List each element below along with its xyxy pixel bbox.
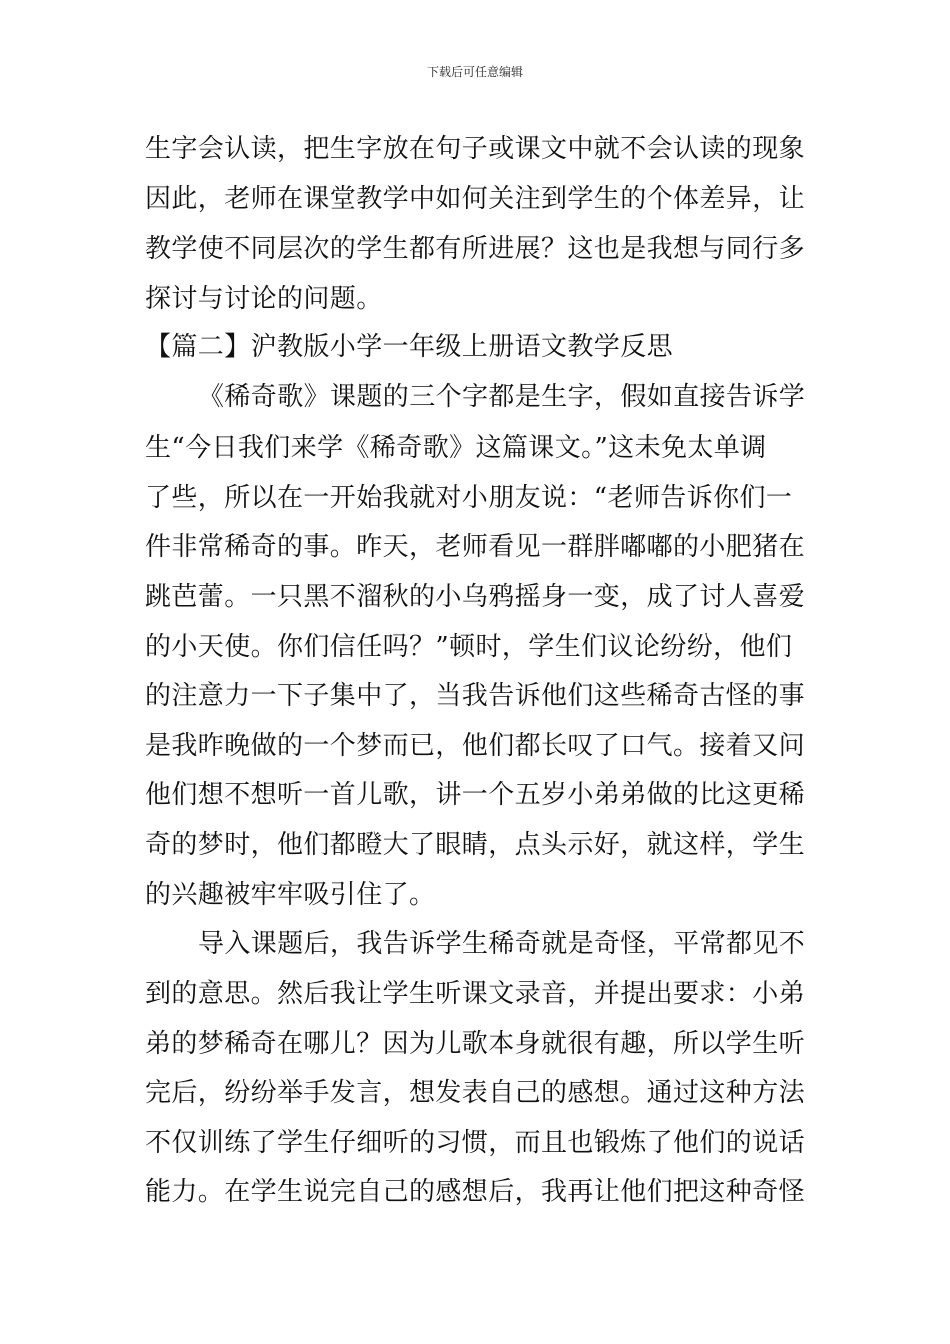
text-line: 生字会认读，把生字放在句子或课文中就不会认读的现象 [145,134,806,164]
text-line: 是我昨晚做的一个梦而已，他们都长叹了口气。接着又问 [145,731,806,761]
text-line: 《稀奇歌》课题的三个字都是生字，假如直接告诉学 [198,382,806,412]
text-line: 探讨与讨论的问题。 [145,284,383,314]
text-line: 跳芭蕾。一只黑不溜秋的小乌鸦摇身一变，成了讨人喜爱 [145,582,806,612]
section-heading: 【篇二】沪教版小学一年级上册语文教学反思 [145,332,674,362]
text-line: 导入课题后，我告诉学生稀奇就是奇怪，平常都见不 [198,929,806,959]
text-line: 他们想不想听一首儿歌，讲一个五岁小弟弟做的比这更稀 [145,780,806,810]
text-line: 奇的梦时，他们都瞪大了眼睛，点头示好，就这样，学生 [145,830,806,860]
page-header: 下载后可任意编辑 [426,65,523,79]
text-line: 的小天使。你们信任吗？”顿时，学生们议论纷纷，他们 [145,632,793,662]
text-line: 能力。在学生说完自己的感想后，我再让他们把这种奇怪 [145,1177,806,1207]
text-line: 的注意力一下子集中了，当我告诉他们这些稀奇古怪的事 [145,681,806,711]
text-line: 不仅训练了学生仔细听的习惯，而且也锻炼了他们的说话 [145,1128,806,1158]
text-line: 了些，所以在一开始我就对小朋友说：“老师告诉你们一 [145,483,793,513]
text-line: 教学使不同层次的学生都有所进展？这也是我想与同行多 [145,234,806,264]
text-line: 弟的梦稀奇在哪儿？因为儿歌本身就很有趣，所以学生听 [145,1029,806,1059]
text-line: 完后，纷纷举手发言，想发表自己的感想。通过这种方法 [145,1078,806,1108]
text-line: 到的意思。然后我让学生听课文录音，并提出要求：小弟 [145,979,806,1009]
text-line: 生“今日我们来学《稀奇歌》这篇课文。”这未免太单调 [145,433,767,463]
text-line: 件非常稀奇的事。昨天，老师看见一群胖嘟嘟的小肥猪在 [145,532,806,562]
text-line: 的兴趣被牢牢吸引住了。 [145,880,436,910]
text-line: 因此，老师在课堂教学中如何关注到学生的个体差异，让 [145,184,806,214]
